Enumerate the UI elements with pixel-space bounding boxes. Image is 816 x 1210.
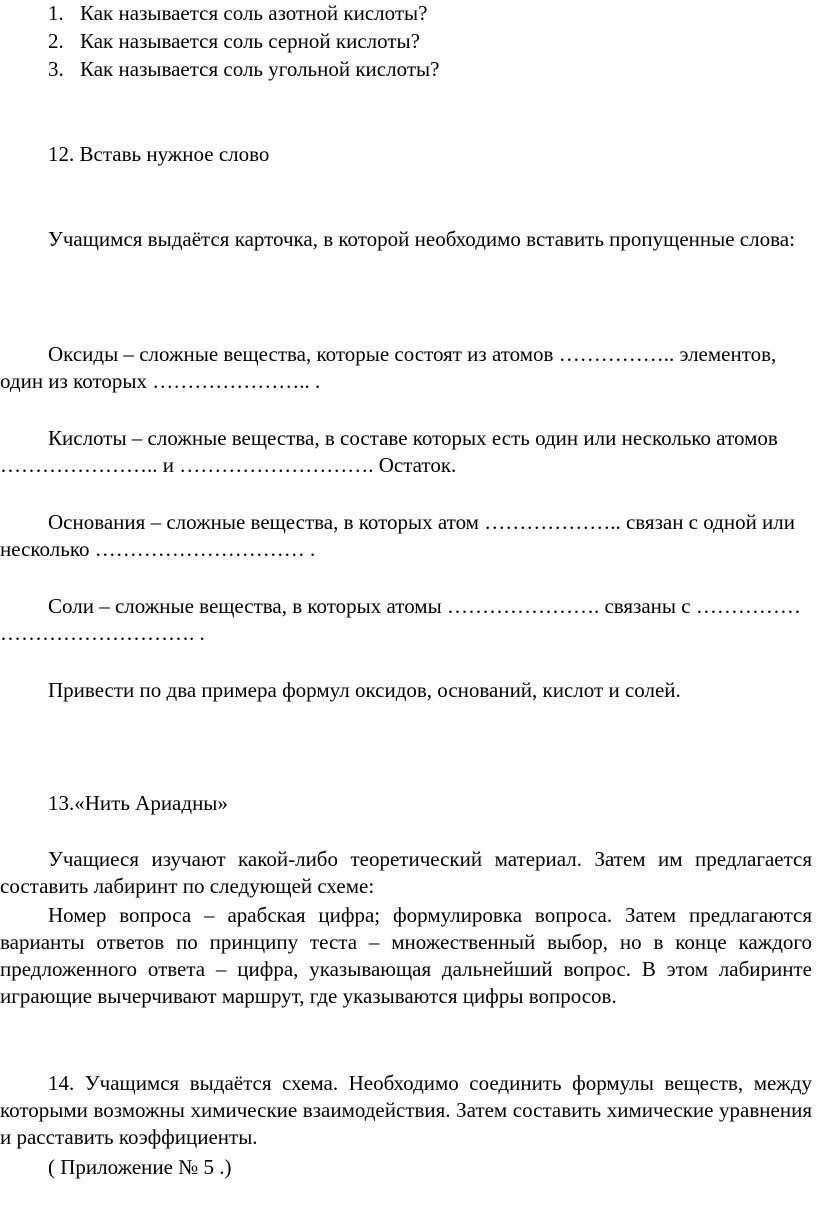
section-12-intro: Учащимся выдаётся карточка, в которой необходимо вставить пропущенные слова: — [48, 227, 795, 251]
section-12-heading: 12. Вставь нужное слово — [48, 142, 270, 166]
list-item — [48, 0, 788, 28]
section-14-paragraph: 14. Учащимся выдаётся схема. Необходимо соединить формулы веществ, между которыми возможны химические взаимодействия. Затем составить химические уравнения и расставить коэффициенты. — [0, 1071, 812, 1149]
list-item-number: 1. — [48, 1, 64, 25]
bases-definition: Основания – сложные вещества, в которых атом ……………….. связан с одной или несколько ………………………… . — [0, 510, 796, 561]
section-13-paragraph-1: Учащиеся изучают какой-либо теоретический материал. Затем им предлагается составить лабиринт по следующей схеме: — [0, 847, 812, 898]
question-list — [48, 0, 788, 84]
section-13-paragraph-2: Номер вопроса – арабская цифра; формулировка вопроса. Затем предлагаются варианты ответов по принципу теста – множественный выбор, но в конце каждого предложенного ответа – цифра, указывающая дальнейший вопрос. В этом лабиринте играющие вычерчивают маршрут, где указываются цифры вопросов. — [0, 903, 812, 1008]
section-13-heading: 13.«Нить Ариадны» — [48, 791, 228, 815]
appendix-reference: ( Приложение № 5 .) — [48, 1155, 232, 1179]
list-item-number: 2. — [48, 29, 64, 53]
list-item-text: Как называется соль серной кислоты? — [80, 29, 420, 53]
list-item — [48, 56, 788, 84]
acids-definition: Кислоты – сложные вещества, в составе которых есть один или несколько атомов ………………….. и ………………………. Остаток. — [0, 426, 778, 477]
oxides-definition: Оксиды – сложные вещества, которые состоят из атомов …………….. элементов, один из которых ………………….. . — [0, 342, 777, 393]
list-item — [48, 28, 788, 56]
list-item-number: 3. — [48, 57, 64, 81]
list-item-text: Как называется соль угольной кислоты? — [80, 57, 440, 81]
section-12-task: Привести по два примера формул оксидов, оснований, кислот и солей. — [48, 678, 681, 702]
list-item-text: Как называется соль азотной кислоты? — [80, 1, 428, 25]
salts-definition: Соли – сложные вещества, в которых атомы …………………. связаны с …………… ………………………. . — [0, 594, 801, 645]
